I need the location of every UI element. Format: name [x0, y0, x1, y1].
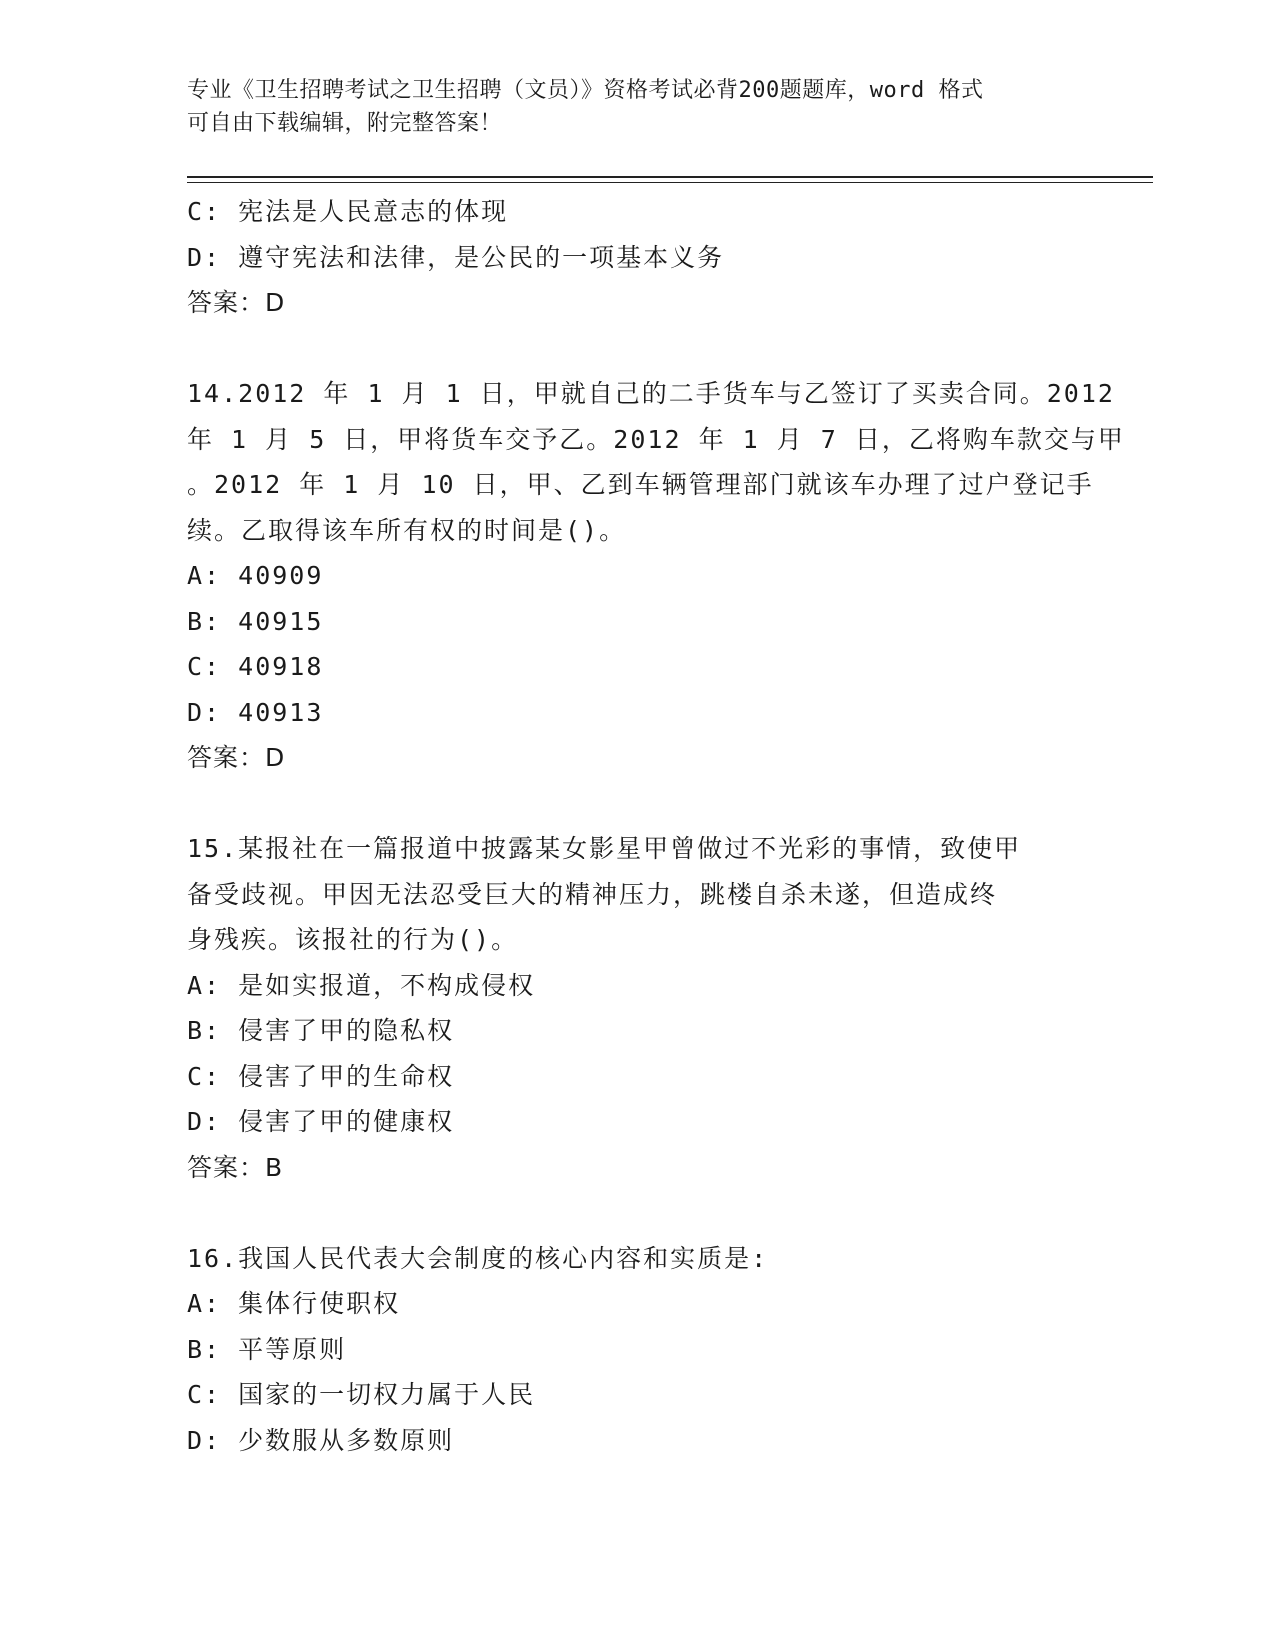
header-divider-thin	[187, 182, 1153, 183]
answer-line: 答案：D	[187, 288, 286, 317]
question-content	[187, 189, 1125, 1463]
question-16	[187, 1236, 1087, 1464]
question-stem-line: 备受歧视。甲因无法忍受巨大的精神压力，跳楼自杀未遂，但造成终	[187, 879, 998, 909]
spacer	[187, 326, 1087, 372]
question-15	[187, 826, 1087, 1190]
answer-line: 答案：B	[187, 1152, 284, 1182]
option-a: A: 是如实报道，不构成侵权	[187, 970, 536, 1000]
option-d: D: 少数服从多数原则	[187, 1425, 455, 1455]
question-stem-line: 身残疾。该报社的行为()。	[187, 925, 519, 954]
document-header	[187, 74, 1087, 140]
answer-line: 答案：D	[187, 743, 286, 772]
question-stem-line: 15.某报社在一篇报道中披露某女影星甲曾做过不光彩的事情，致使甲	[187, 834, 1022, 863]
option-a: A: 集体行使职权	[187, 1289, 401, 1318]
header-divider-thick	[187, 176, 1153, 178]
option-c: C: 宪法是人民意志的体现	[187, 197, 509, 226]
option-a: A: 40909	[187, 561, 324, 590]
option-b: B: 平等原则	[187, 1334, 347, 1364]
option-b: B: 40915	[187, 606, 324, 636]
option-d: D: 侵害了甲的健康权	[187, 1107, 455, 1136]
header-title-line-1: 专业《卫生招聘考试之卫生招聘（文员）》资格考试必背200题题库，word 格式	[187, 78, 984, 103]
header-title-line-2: 可自由下载编辑，附完整答案！	[187, 111, 503, 136]
option-d: D: 40913	[187, 697, 324, 727]
option-b: B: 侵害了甲的隐私权	[187, 1016, 455, 1045]
question-stem-line: 14.2012 年 1 月 1 日，甲就自己的二手货车与乙签订了买卖合同。2012	[187, 379, 1115, 408]
spacer	[187, 781, 1087, 827]
question-stem-line: 年 1 月 5 日，甲将货车交予乙。2012 年 1 月 7 日，乙将购车款交与甲	[187, 424, 1125, 454]
question-14	[187, 371, 1125, 781]
option-c: C: 侵害了甲的生命权	[187, 1061, 455, 1091]
spacer	[187, 1190, 1087, 1236]
question-stem-line: 。2012 年 1 月 10 日，甲、乙到车辆管理部门就该车办理了过户登记手	[187, 470, 1094, 499]
question-stem-line: 16.我国人民代表大会制度的核心内容和实质是:	[187, 1243, 769, 1273]
option-d: D: 遵守宪法和法律，是公民的一项基本义务	[187, 242, 725, 272]
question-13-tail	[187, 189, 1087, 326]
option-c: C: 40918	[187, 652, 324, 681]
question-stem-line: 续。乙取得该车所有权的时间是()。	[187, 515, 627, 545]
option-c: C: 国家的一切权力属于人民	[187, 1380, 536, 1409]
